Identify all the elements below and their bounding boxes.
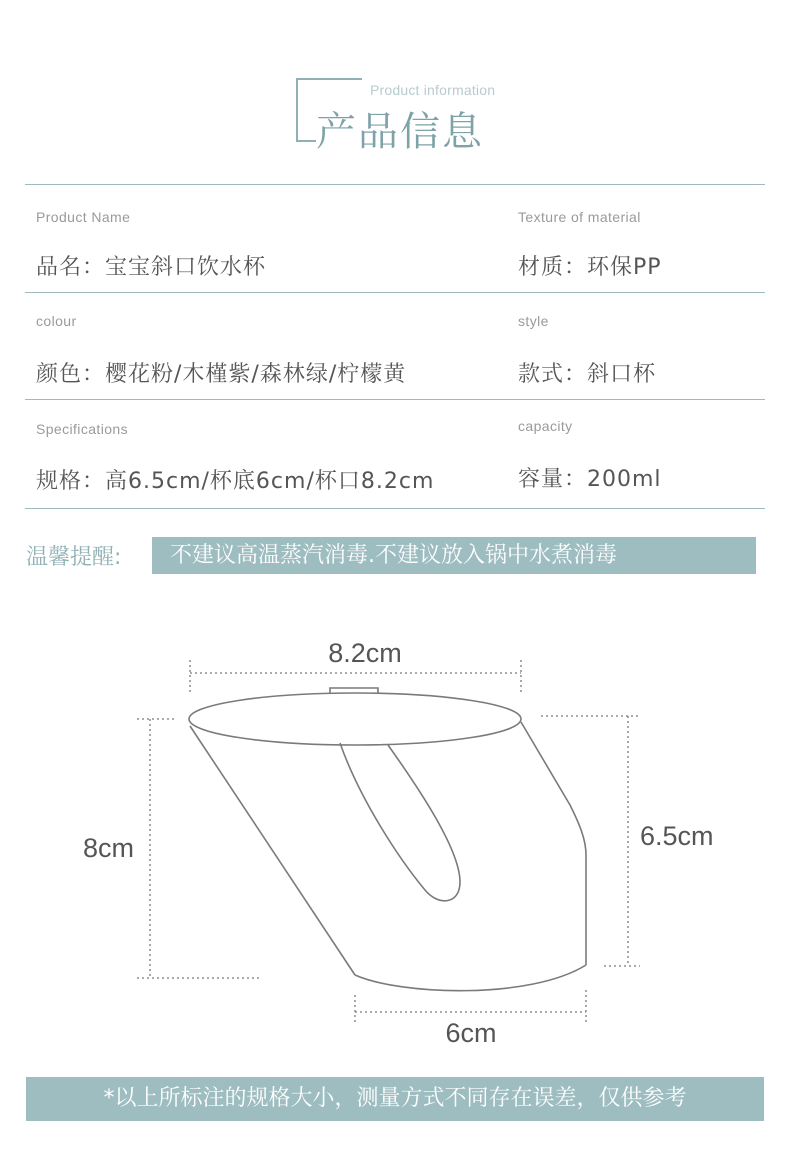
cup-outline	[189, 688, 586, 991]
spec-value-capacity: 容量：200ml	[518, 467, 662, 492]
notice-label: 温馨提醒:	[26, 545, 122, 570]
divider	[25, 292, 765, 293]
disclaimer-banner	[26, 1077, 764, 1121]
divider	[25, 399, 765, 400]
spec-label-colour: colour	[36, 313, 77, 329]
cup-bottom-edge	[355, 965, 586, 991]
section-header	[0, 0, 790, 180]
dim-label-right-height: 6.5cm	[640, 821, 714, 851]
divider	[25, 508, 765, 509]
section-subtitle: Product information	[370, 82, 496, 98]
disclaimer-text: *以上所标注的规格大小，测量方式不同存在误差，仅供参考	[103, 1086, 687, 1111]
spec-value-style: 款式：斜口杯	[518, 362, 657, 387]
spec-label-product-name: Product Name	[36, 209, 131, 225]
notice-banner	[152, 537, 756, 574]
spec-value-specifications: 规格：高6.5cm/杯底6cm/杯口8.2cm	[36, 469, 435, 494]
dim-label-top-width: 8.2cm	[328, 638, 402, 668]
cup-back-edge	[521, 722, 586, 965]
divider	[25, 184, 765, 185]
spec-value-material: 材质：环保PP	[518, 255, 662, 280]
spec-label-style: style	[518, 313, 549, 329]
cup-rim	[189, 693, 521, 745]
spec-label-specifications: Specifications	[36, 421, 128, 437]
section-title: 产品信息	[316, 109, 484, 155]
spec-value-colour: 颜色：樱花粉/木槿紫/森林绿/柠檬黄	[36, 362, 407, 387]
dim-label-bottom-width: 6cm	[445, 1018, 497, 1048]
spec-label-capacity: capacity	[518, 418, 573, 434]
cup-handle	[340, 743, 460, 901]
spec-value-product-name: 品名：宝宝斜口饮水杯	[36, 255, 267, 280]
title-bracket-base	[296, 140, 316, 142]
dim-label-left-height: 8cm	[83, 833, 135, 863]
notice-text: 不建议高温蒸汽消毒.不建议放入锅中水煮消毒	[170, 543, 617, 568]
cup-front-edge	[190, 726, 355, 975]
cup-dimension-diagram	[0, 600, 790, 1050]
dimension-lines	[137, 660, 640, 1022]
spec-label-material: Texture of material	[518, 209, 641, 225]
